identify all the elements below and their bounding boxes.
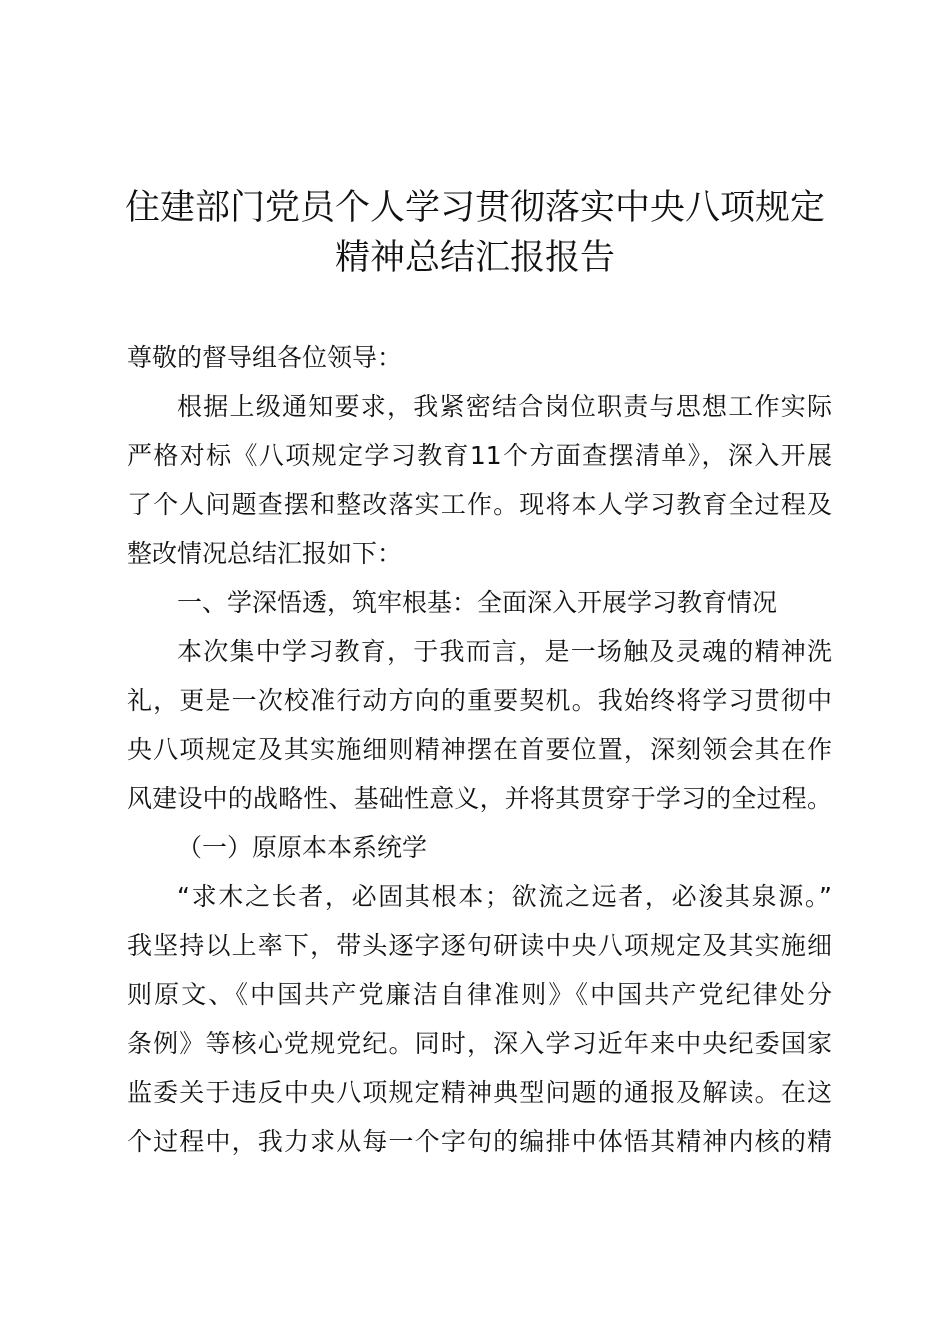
body-text-line: 监委关于违反中央八项规定精神典型问题的通报及解读。在这 <box>127 1078 832 1107</box>
document-title-line-2: 精神总结汇报报告 <box>334 238 615 278</box>
body-text-line: “求木之长者，必固其根本；欲流之远者，必浚其泉源。” <box>177 882 832 911</box>
body-text-line: 尊敬的督导组各位领导： <box>127 343 403 372</box>
body-text-line: 央八项规定及其实施细则精神摆在首要位置，深刻领会其在作 <box>127 735 832 764</box>
body-text-line: 了个人问题查摆和整改落实工作。现将本人学习教育全过程及 <box>127 490 832 519</box>
body-text-line: 则原文、《中国共产党廉洁自律准则》《中国共产党纪律处分 <box>127 980 832 1009</box>
body-text-line: 风建设中的战略性、基础性意义，并将其贯穿于学习的全过程。 <box>127 784 832 813</box>
body-text-line: 一、学深悟透，筑牢根基：全面深入开展学习教育情况 <box>177 588 778 617</box>
body-text-line: 整改情况总结汇报如下： <box>127 539 403 568</box>
document-body <box>127 333 832 1166</box>
body-text-line: （一）原原本本系统学 <box>177 833 428 862</box>
body-text-line: 我坚持以上率下，带头逐字逐句研读中央八项规定及其实施细 <box>127 931 832 960</box>
body-text-line: 本次集中学习教育，于我而言，是一场触及灵魂的精神洗 <box>177 637 832 666</box>
document-title-line-1: 住建部门党员个人学习贯彻落实中央八项规定 <box>124 188 825 228</box>
body-text-line: 严格对标《八项规定学习教育11个方面查摆清单》，深入开展 <box>127 441 832 470</box>
body-text-line: 礼，更是一次校准行动方向的重要契机。我始终将学习贯彻中 <box>127 686 832 715</box>
body-text-line: 个过程中，我力求从每一个字句的编排中体悟其精神内核的精 <box>127 1127 832 1156</box>
body-text-line: 条例》等核心党规党纪。同时，深入学习近年来中央纪委国家 <box>127 1029 832 1058</box>
body-text-line: 根据上级通知要求，我紧密结合岗位职责与思想工作实际 <box>177 392 832 421</box>
